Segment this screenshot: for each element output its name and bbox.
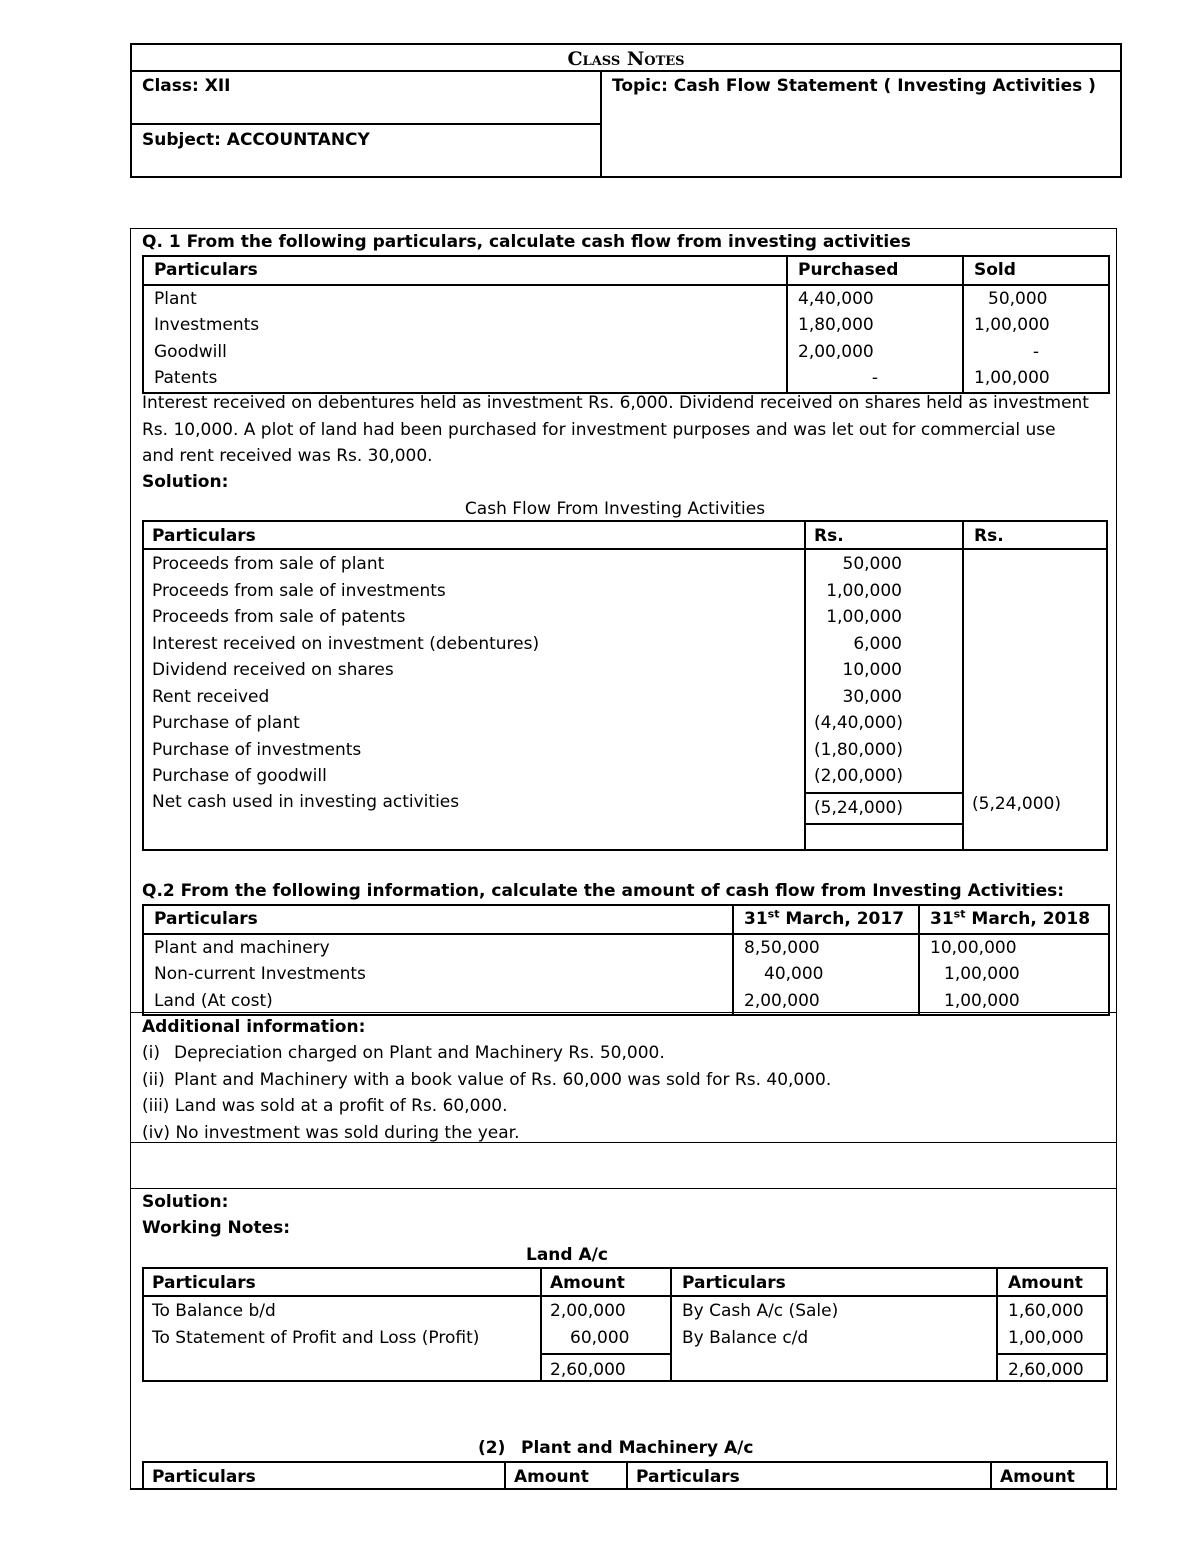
- list-item: [142, 1093, 508, 1119]
- class-label: Class: XII: [142, 76, 231, 96]
- q1-solution-title: Cash Flow From Investing Activities: [464, 499, 766, 519]
- header-vertical-divider: [600, 70, 602, 176]
- cell-particular: Plant and machinery: [154, 937, 330, 958]
- q1-particulars-table: [142, 255, 1110, 394]
- q1-solution-table: [142, 520, 1108, 851]
- cell-2017: 2,00,000: [733, 988, 919, 1016]
- pm-col-divider-1: [504, 1463, 506, 1489]
- land-col-divider-1: [540, 1269, 542, 1380]
- land-cr-amount: 1,60,000: [1008, 1301, 1084, 1321]
- sol-header-rs-1: Rs.: [814, 526, 844, 546]
- cell-sold: 1,00,000: [963, 312, 1109, 339]
- q1-question: [142, 229, 911, 255]
- table-row: [143, 312, 1109, 339]
- col-header-particulars: Particulars: [143, 256, 787, 285]
- cell-sold: 50,000: [963, 285, 1109, 313]
- sol-row-label: Purchase of goodwill: [152, 766, 327, 786]
- sol-row-label: Proceeds from sale of investments: [152, 580, 446, 601]
- table-row: [143, 339, 1109, 366]
- frame-left: [130, 228, 131, 1490]
- sol-row-value: (1,80,000): [814, 739, 903, 760]
- cell-purchased: -: [787, 365, 963, 393]
- pm-header-amount-dr: Amount: [514, 1467, 589, 1487]
- sol-row-label: Rent received: [152, 686, 270, 707]
- q2-additional-label: Additional information:: [142, 1017, 366, 1037]
- q2-solution-label: Solution:: [142, 1192, 229, 1212]
- sol-row-value: 6,000: [853, 633, 902, 654]
- topic-label: Topic: Cash Flow Statement ( Investing Activities ): [612, 76, 1096, 96]
- list-marker: (iv): [142, 1122, 171, 1143]
- land-header-divider: [144, 1295, 1106, 1297]
- header-class-divider: [132, 123, 600, 125]
- date-rest: March, 2017: [779, 909, 905, 929]
- cell-particular: Land (At cost): [154, 990, 273, 1011]
- q1-paragraph-line-1: Interest received on debentures held as investment Rs. 6,000. Dividend received on shares held as investment: [142, 393, 1089, 413]
- table-row: [143, 365, 1109, 393]
- sol-row-value: 1,00,000: [826, 580, 902, 601]
- sol-row-value: 30,000: [842, 686, 902, 707]
- q2-balances-table: [142, 904, 1110, 1016]
- land-header-particulars-dr: Particulars: [152, 1273, 256, 1293]
- cell-purchased: 1,80,000: [787, 312, 963, 339]
- pm-header-particulars-dr: Particulars: [152, 1467, 256, 1487]
- land-col-divider-3: [996, 1269, 998, 1380]
- list-text: Depreciation charged on Plant and Machinery Rs. 50,000.: [174, 1043, 665, 1063]
- col-header-sold: Sold: [963, 256, 1109, 285]
- pm-header-particulars-cr: Particulars: [636, 1467, 740, 1487]
- col-header-purchased: Purchased: [787, 256, 963, 285]
- class-notes-header: [130, 43, 1122, 178]
- land-total-rule-left: [540, 1353, 670, 1355]
- q1-table-header: [143, 256, 1109, 285]
- cell-purchased: 4,40,000: [787, 285, 963, 313]
- q1-paragraph-line-3: and rent received was Rs. 30,000.: [142, 446, 433, 466]
- frame-right: [1116, 228, 1117, 1490]
- cell-particular: Plant: [154, 288, 197, 309]
- pm-account-table: [142, 1461, 1108, 1489]
- date-suffix: st: [767, 907, 780, 921]
- sol-row-value: 50,000: [842, 554, 902, 574]
- land-dr-particular: To Balance b/d: [152, 1301, 276, 1321]
- sol-col-divider-2: [962, 522, 964, 849]
- q1-solution-label: Solution:: [142, 472, 229, 492]
- list-item: [142, 1067, 831, 1093]
- list-marker: (i): [142, 1043, 160, 1063]
- q2-table-header: [143, 905, 1109, 934]
- date-day: 31: [744, 909, 768, 929]
- sol-row-label: Dividend received on shares: [152, 660, 394, 680]
- sol-row-label: Purchase of plant: [152, 713, 300, 733]
- subject-label: Subject: ACCOUNTANCY: [142, 130, 370, 150]
- land-header-amount-dr: Amount: [550, 1273, 625, 1293]
- header-divider: [132, 70, 1120, 72]
- list-item: [142, 1040, 665, 1066]
- cell-sold: 1,00,000: [963, 365, 1109, 393]
- pm-account-title: Plant and Machinery A/c: [521, 1438, 754, 1458]
- list-text: No investment was sold during the year.: [175, 1122, 520, 1143]
- frame-mid-3: [130, 1188, 1116, 1189]
- cell-particular: Non-current Investments: [154, 964, 366, 984]
- land-account-title: Land A/c: [526, 1245, 608, 1265]
- sol-net-value: (5,24,000): [814, 798, 903, 818]
- pm-col-divider-3: [990, 1463, 992, 1489]
- sol-row-value: (2,00,000): [814, 766, 903, 786]
- table-row: [143, 934, 1109, 962]
- sol-row-label: Proceeds from sale of plant: [152, 554, 385, 574]
- sol-row-value: (4,40,000): [814, 713, 903, 733]
- cell-sold: -: [963, 339, 1109, 366]
- land-header-particulars-cr: Particulars: [682, 1273, 786, 1293]
- table-row: [143, 961, 1109, 988]
- cell-particular: Goodwill: [154, 341, 227, 362]
- col-header-particulars: Particulars: [143, 905, 733, 934]
- sol-row-label: Proceeds from sale of patents: [152, 607, 406, 627]
- land-total-rule-right: [996, 1353, 1106, 1355]
- land-dr-amount: 2,00,000: [550, 1301, 626, 1321]
- sol-row-value: 10,000: [842, 660, 902, 680]
- col-header-2017: [733, 905, 919, 934]
- cell-2018: 1,00,000: [919, 988, 1109, 1016]
- pm-account-number: (2): [478, 1438, 506, 1458]
- land-account-table: [142, 1267, 1108, 1382]
- q1-paragraph-line-2: Rs. 10,000. A plot of land had been purchased for investment purposes and was let out for commercial use: [142, 420, 1056, 440]
- header-title: Class Notes: [567, 48, 685, 70]
- land-col-divider-2: [670, 1269, 672, 1380]
- cell-particular: Patents: [154, 368, 218, 388]
- q2-question: Q.2 From the following information, calculate the amount of cash flow from Investing Activities:: [142, 881, 1065, 901]
- table-row: [143, 988, 1109, 1016]
- date-day: 31: [930, 909, 954, 929]
- sol-net-top-rule: [804, 792, 962, 794]
- cell-2017: 8,50,000: [733, 934, 919, 962]
- cell-particular: Investments: [154, 315, 260, 335]
- land-total-cr: 2,60,000: [1008, 1360, 1084, 1380]
- date-suffix: st: [953, 907, 966, 921]
- cell-purchased: 2,00,000: [787, 339, 963, 366]
- q1-question-text: Q. 1 From the following particulars, calculate cash flow from investing activities: [142, 232, 911, 252]
- land-cr-particular: By Balance c/d: [682, 1328, 809, 1348]
- pm-col-divider-2: [626, 1463, 628, 1489]
- land-dr-particular: To Statement of Profit and Loss (Profit): [152, 1328, 480, 1348]
- col-header-2018: [919, 905, 1109, 934]
- land-cr-particular: By Cash A/c (Sale): [682, 1301, 839, 1321]
- sol-row-label: Interest received on investment (debentures): [152, 633, 540, 654]
- sol-header-particulars: Particulars: [152, 526, 256, 546]
- land-header-amount-cr: Amount: [1008, 1273, 1083, 1293]
- sol-net-label: Net cash used in investing activities: [152, 792, 460, 812]
- pm-header-amount-cr: Amount: [1000, 1467, 1075, 1487]
- land-total-dr: 2,60,000: [550, 1360, 626, 1380]
- sol-net-total: (5,24,000): [972, 794, 1061, 814]
- list-marker: (iii): [142, 1096, 170, 1116]
- sol-header-rs-2: Rs.: [974, 526, 1004, 546]
- date-rest: March, 2018: [965, 909, 1091, 929]
- list-item: [142, 1120, 519, 1146]
- sol-row-label: Purchase of investments: [152, 739, 362, 760]
- q2-working-notes-label: Working Notes:: [142, 1218, 291, 1238]
- table-row: [143, 285, 1109, 313]
- list-text: Land was sold at a profit of Rs. 60,000.: [174, 1096, 508, 1116]
- sol-net-bottom-rule: [804, 823, 962, 825]
- land-cr-amount: 1,00,000: [1008, 1328, 1084, 1348]
- land-dr-amount: 60,000: [570, 1328, 630, 1348]
- cell-2018: 1,00,000: [919, 961, 1109, 988]
- cell-2018: 10,00,000: [919, 934, 1109, 962]
- sol-row-value: 1,00,000: [826, 607, 902, 627]
- list-text: Plant and Machinery with a book value of Rs. 60,000 was sold for Rs. 40,000.: [174, 1069, 832, 1090]
- cell-2017: 40,000: [733, 961, 919, 988]
- list-marker: (ii): [142, 1069, 165, 1090]
